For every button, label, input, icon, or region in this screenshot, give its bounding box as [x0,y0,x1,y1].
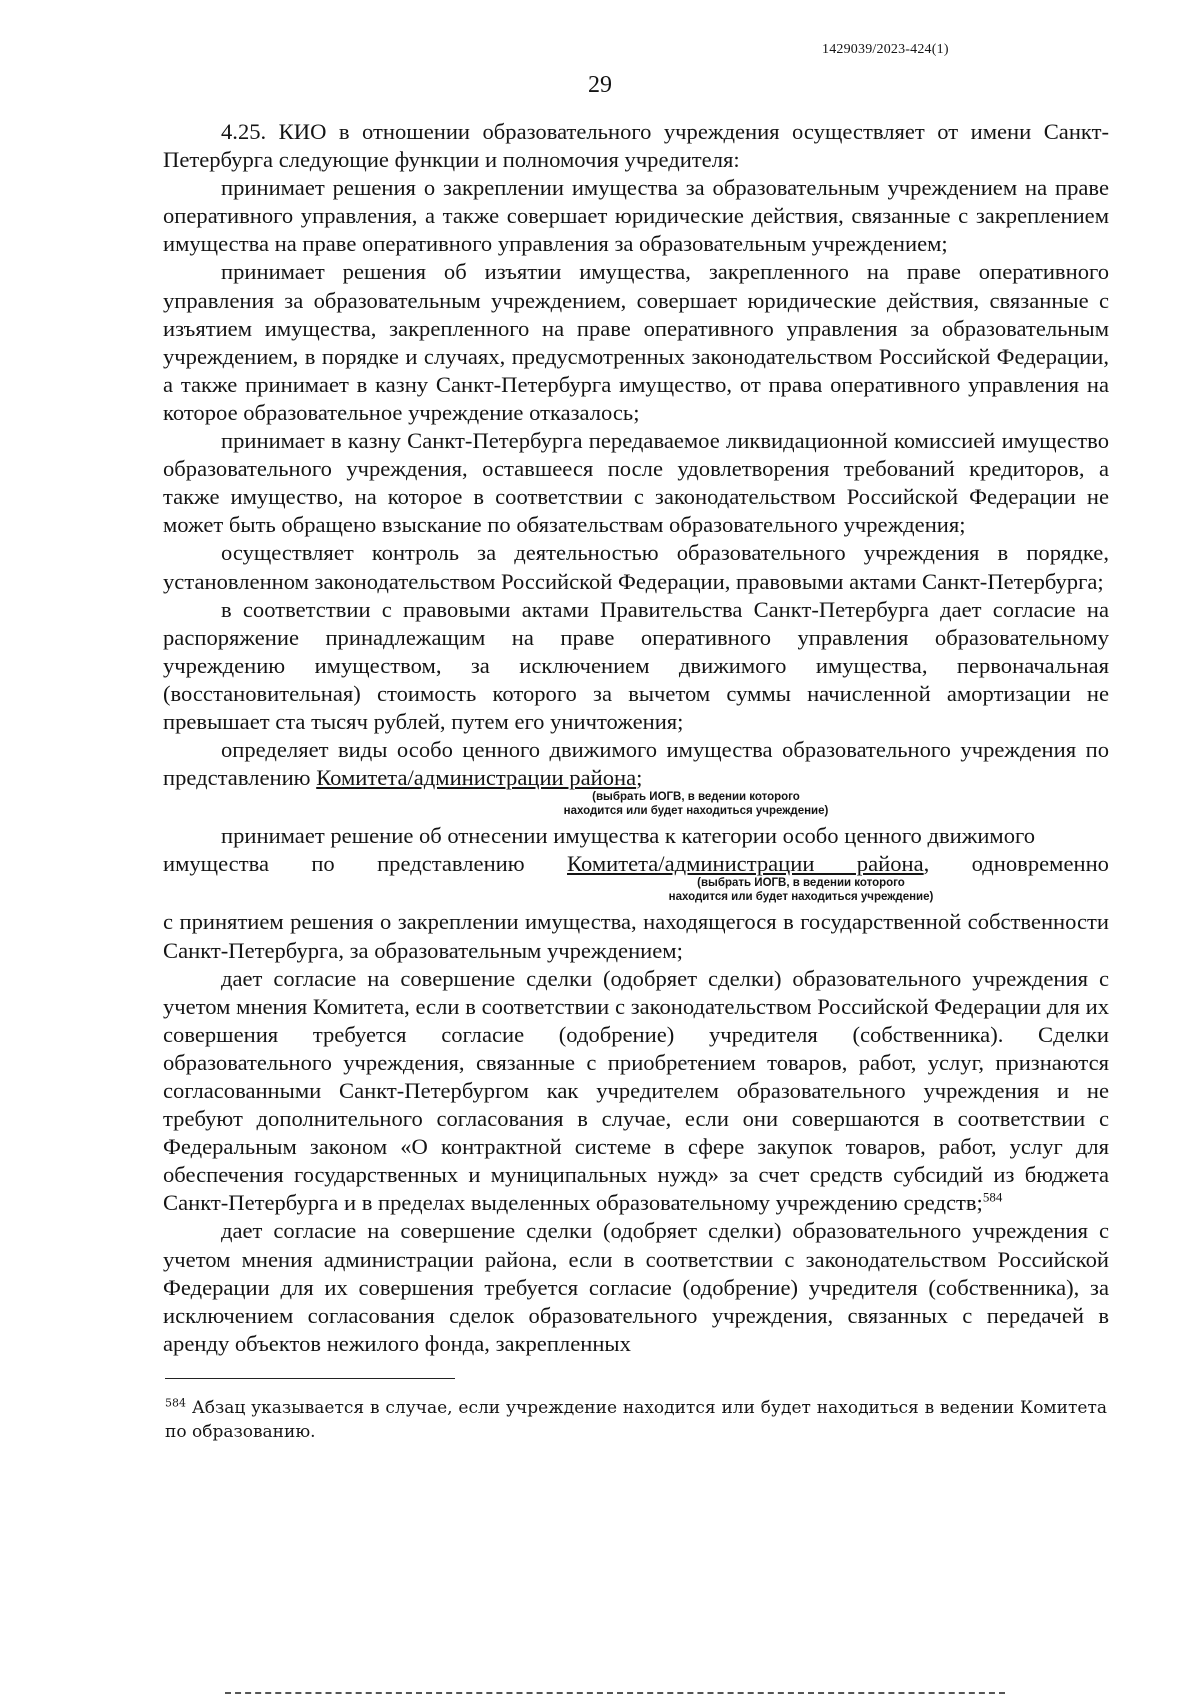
footnote [165,1396,1107,1444]
hint-line: (выбрать ИОГВ, в ведении которого [592,791,800,804]
paragraph-valuable-property-types [163,736,1109,792]
authority-hint [283,790,1109,818]
footnote-divider [165,1378,455,1379]
paragraph-assign-property: принимает решения о закреплении имущества за образовательным учреждением на праве оперативного управления, а также совершает юридические действия, связанные с закреплением имущества на праве оперативного управления за образовательным учреждением; [163,175,1109,257]
paragraph-valuable-category-line2 [163,850,1109,878]
scan-artifact-line [225,1692,1005,1694]
paragraph-text: , одновременно [923,851,1109,877]
paragraph-valuable-category-rest: с принятием решения о закреплении имущества, находящегося в государственной собственности Санкт-Петербурга, за образовательным учреждением; [163,909,1109,963]
authority-choice-field: Комитета/администрации района [316,765,637,791]
paragraph-text: ; [636,765,643,791]
authority-choice-field: Комитета/администрации района [567,851,924,877]
paragraph-text: имущества по представлению [163,851,568,877]
page-number: 29 [588,72,612,98]
authority-hint [493,876,1109,904]
footnote-reference: 584 [982,1189,1003,1205]
hint-line: находится или будет находиться учреждение) [668,891,934,904]
paragraph-text: дает согласие на совершение сделки (одобряет сделки) образовательного учреждения с учетом мнения Комитета, если в соответствии с законодательством Российской Федерации для их совершения требуется согласие (одобрение) учредителя (собственника). Сделки образовательного учреждения, связанные с приобретением товаров, работ, услуг, признаются согласованными Санкт-Петербургом как учредителем образовательного учреждения и не требуют дополнительного согласования в случае, если они совершаются в соответствии с Федеральным законом «О контрактной системе в сфере закупок товаров, работ, услуг для обеспечения государственных и муниципальных нужд» за счет средств субсидий из бюджета Санкт-Петербурга и в пределах выделенных образовательному учреждению средств; [163,965,1109,1216]
paragraph-disposal-consent: в соответствии с правовыми актами Правительства Санкт-Петербурга дает согласие на распоряжение принадлежащим на праве оперативного управления образовательному учреждению имуществом, за исключением движимого имущества, первоначальная (восстановительная) стоимость которого за вычетом суммы начисленной амортизации не превышает ста тысяч рублей, путем его уничтожения; [163,596,1109,734]
paragraph-valuable-category-line1: принимает решение об отнесении имущества к категории особо ценного движимого [221,823,1036,849]
paragraph-control: осуществляет контроль за деятельностью образовательного учреждения в порядке, установленном законодательством Российской Федерации, правовыми актами Санкт-Петербурга; [163,540,1109,594]
document-body [163,118,1109,1358]
document-id: 1429039/2023-424(1) [822,42,949,57]
paragraph-treasury-acceptance: принимает в казну Санкт-Петербурга передаваемое ликвидационной комиссией имущество образовательного учреждения, оставшееся после удовлетворения требований кредиторов, а также имущество, на которое в соответствии с законодательством Российской Федерации не может быть обращено взыскание по обязательствам образовательного учреждения; [163,428,1109,538]
footnote-number: 584 [165,1396,186,1410]
paragraph-text: определяет виды особо ценного движимого имущества образовательного учреждения по представлению [163,737,1109,791]
hint-line: (выбрать ИОГВ, в ведении которого [697,877,905,890]
paragraph-transactions-committee [163,965,1109,1218]
footnote-text: Абзац указывается в случае, если учреждение находится или будет находиться в ведении Комитета по образованию. [165,1398,1107,1442]
paragraph-withdraw-property: принимает решения об изъятии имущества, закрепленного на праве оперативного управления за образовательным учреждением, совершает юридические действия, связанные с изъятием имущества, закрепленного на праве оперативного управления за образовательным учреждением, в порядке и случаях, предусмотренных законодательством Российской Федерации, а также принимает в казну Санкт-Петербурга имущество, от права оперативного управления на которое образовательное учреждение отказалось; [163,259,1109,425]
paragraph-transactions-district: дает согласие на совершение сделки (одобряет сделки) образовательного учреждения с учетом мнения администрации района, если в соответствии с законодательством Российской Федерации для их совершения требуется согласие (одобрение) учредителя (собственника), за исключением согласования сделок образовательного учреждения, связанных с передачей в аренду объектов нежилого фонда, закрепленных [163,1218,1109,1356]
paragraph-4-25: 4.25. КИО в отношении образовательного учреждения осуществляет от имени Санкт-Петербурга следующие функции и полномочия учредителя: [163,119,1109,173]
hint-line: находится или будет находиться учреждение) [563,805,829,818]
